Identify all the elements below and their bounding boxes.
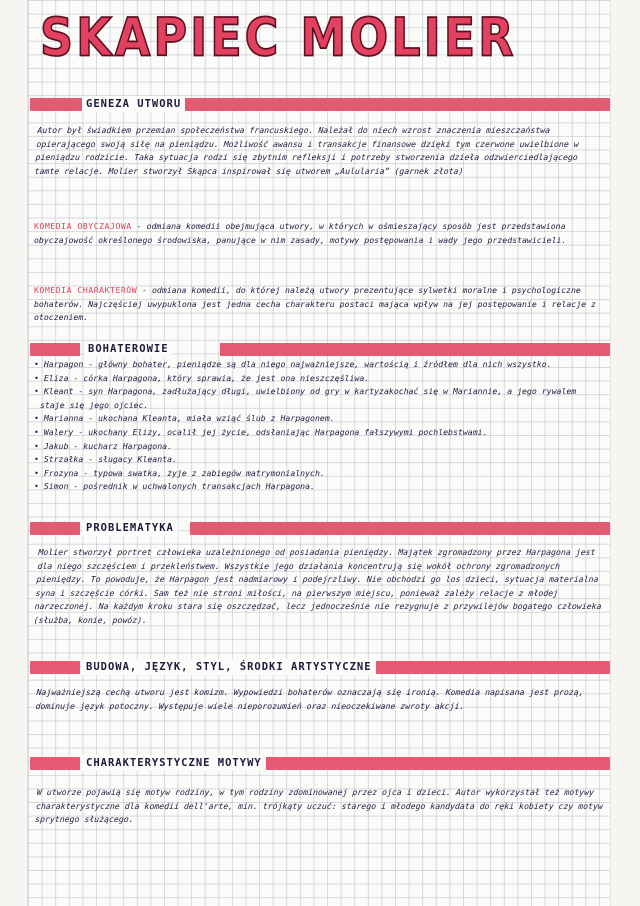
- section-heading: BOHATEROWIE: [84, 341, 173, 357]
- term-definition: - odmiana komedii obejmująca utwory, w których w ośmieszający sposób jest przedstawiona obyczajowość określonego środowiska, panujące w nim zasady, motywy postępowania i wady jego przedstawicieli.: [34, 221, 567, 245]
- term-label: KOMEDIA CHARAKTERÓW: [34, 285, 138, 295]
- page-title: SKAPIEC MOLIER: [40, 6, 517, 69]
- motywy-paragraph: W utworze pojawią się motyw rodziny, w tym rodziny zdominowanej przez ojca i dzieci. Autor wykorzystał też motywy charakterystyczne dla komedii dell'arte, min. trójkąty uczuć: starego i młodego kandydata do ręki kobiety czy motyw sprytnego służącego.: [34, 787, 604, 825]
- section-heading: CHARAKTERYSTYCZNE MOTYWY: [82, 755, 266, 771]
- list-item: • Walery - ukochany Elizy, ocalił jej życie, odsłaniając Harpagona fałszywymi pochlebstwami.: [34, 426, 604, 440]
- list-item: • Marianna - ukochana Kleanta, miała wziąć ślub z Harpagonem.: [34, 412, 604, 426]
- section-header-motywy: [30, 755, 610, 771]
- term-definition: - odmiana komedii, do której należą utwory prezentujące sylwetki moralne i psychologiczne bohaterów. Najczęściej uwypuklona jest jedna cecha charakteru postaci mająca wpływ na jej postępowanie i relacje z otoczeniem.: [34, 285, 596, 323]
- characters-list: [34, 358, 604, 494]
- section-heading: GENEZA UTWORU: [82, 96, 185, 112]
- list-item: • Eliza - córka Harpagona, który sprawia, że jest ona nieszczęśliwa.: [34, 372, 604, 386]
- budowa-paragraph: Najważniejszą cechą utworu jest komizm. Wypowiedzi bohaterów oznaczają się ironią. Komedia napisana jest prozą, dominuje język potoczny. Występuje wiele nieporozumień oraz nieoczekiwane zwroty akcji.: [35, 687, 585, 711]
- list-item: • Harpagon - główny bohater, pieniądze są dla niego najważniejsze, wartością i źródłem dla nich wszystko.: [34, 358, 604, 372]
- section-heading: BUDOWA, JĘZYK, STYL, ŚRODKI ARTYSTYCZNE: [82, 659, 376, 675]
- term-komedia-charakterow: [34, 284, 604, 325]
- list-item: • Simon - pośrednik w uchwalonych transakcjach Harpagona.: [34, 480, 604, 494]
- section-header-problematyka: [30, 520, 610, 536]
- term-label: KOMEDIA OBYCZAJOWA: [34, 221, 132, 231]
- list-item: • Strzałka - sługacy Kleanta.: [34, 453, 604, 467]
- section-header-geneza: [30, 96, 610, 112]
- list-item: • Kleant - syn Harpagona, zadłużający długi, uwielbiony od gry w kartyzakochać się w Mariannie, a jego rywalem staje się jego ojciec.: [34, 385, 604, 412]
- section-header-budowa: [30, 659, 610, 675]
- section-header-bohaterowie: [30, 341, 610, 357]
- term-komedia-obyczajowa: [34, 220, 604, 247]
- geneza-paragraph: Autor był świadkiem przemian społeczeństwa francuskiego. Należał do niech wzrost znaczenia mieszczaństwa opierającego swoją siłę na pieniądzu. Możliwość awansu i transakcje finansowe dzięki tym czerwone uwielbione w pieniądzu rodzicie. Taka sytuacja rodzi się zbytnim refleksji i potrzeby stworzenia dzieła odzwierciedlającego tamte relacje. Molier stworzył Skąpca inspirował się utworem „Aulularia” (garnek złota): [34, 125, 580, 176]
- problematyka-paragraph: Molier stworzył portret człowieka uzależnionego od posiadania pieniędzy. Majątek zgromadzony przez Harpagona jest dla niego szczęściem i przekleństwem. Wszystkie jego działania koncentrują się wokół ochrony zgromadzonych pieniędzy. To powoduje, że Harpagon jest nadmiarowy i podejrzliwy. Nie obchodzi go los dzieci, sytuacja materialna syna i szczęście córki. Sam też nie stroni miłości, na pierwszym miejscu, ponieważ zależy relacje z młodej narzeczonej. Na każdym kroku stara się oszczędzać, lecz jednocześnie nie rezygnuje z przywilejów bogatego człowieka (służba, konie, powóz).: [33, 547, 602, 625]
- list-item: • Jakub - kucharz Harpagona.: [34, 440, 604, 454]
- section-heading: PROBLEMATYKA: [82, 520, 178, 536]
- list-item: • Frozyna - typowa swatka, żyje z zabiegów matrymonialnych.: [34, 467, 604, 481]
